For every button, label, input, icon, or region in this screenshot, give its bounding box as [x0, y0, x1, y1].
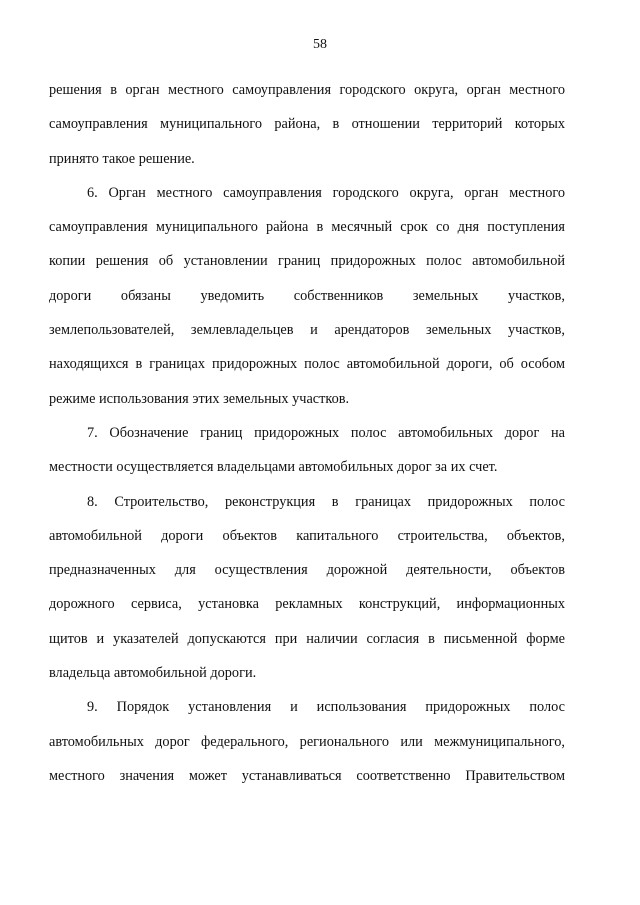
paragraph-item-8 [49, 485, 565, 691]
paragraph-item-6 [49, 176, 565, 416]
paragraph-item-9 [49, 690, 565, 793]
text-line: 7. Обозначение границ придорожных полос автомобильных дорог на [87, 424, 565, 441]
document-body [49, 73, 565, 793]
paragraph-item-7 [49, 416, 565, 485]
page-number: 58 [313, 37, 327, 52]
text-line: автомобильной дороги объектов капитального строительства, объектов, [49, 527, 565, 544]
text-line: владельца автомобильной дороги. [49, 665, 257, 682]
text-line: 8. Строительство, реконструкция в границах придорожных полос [87, 493, 565, 510]
text-line: автомобильных дорог федерального, регионального или межмуниципального, [49, 733, 565, 750]
text-line: 6. Орган местного самоуправления городского округа, орган местного [87, 184, 565, 201]
text-line: копии решения об установлении границ придорожных полос автомобильной [49, 253, 565, 270]
text-line: принято такое решение. [49, 150, 195, 167]
text-line: местного значения может устанавливаться соответственно Правительством [49, 767, 565, 784]
paragraph-continuation [49, 73, 565, 176]
text-line: режиме использования этих земельных участков. [49, 390, 350, 407]
text-line: самоуправления муниципального района, в отношении территорий которых [49, 116, 565, 133]
text-line: землепользователей, землевладельцев и арендаторов земельных участков, [49, 322, 565, 339]
text-line: местности осуществляется владельцами автомобильных дорог за их счет. [49, 459, 498, 476]
text-line: 9. Порядок установления и использования придорожных полос [87, 699, 565, 716]
text-line: самоуправления муниципального района в месячный срок со дня поступления [49, 219, 565, 236]
text-line: дороги обязаны уведомить собственников земельных участков, [49, 287, 565, 304]
text-line: дорожного сервиса, установка рекламных конструкций, информационных [49, 596, 565, 613]
text-line: решения в орган местного самоуправления городского округа, орган местного [49, 82, 565, 98]
text-line: предназначенных для осуществления дорожной деятельности, объектов [49, 562, 565, 579]
text-line: щитов и указателей допускаются при наличии согласия в письменной форме [49, 630, 565, 647]
text-line: находящихся в границах придорожных полос автомобильной дороги, об особом [49, 356, 565, 373]
